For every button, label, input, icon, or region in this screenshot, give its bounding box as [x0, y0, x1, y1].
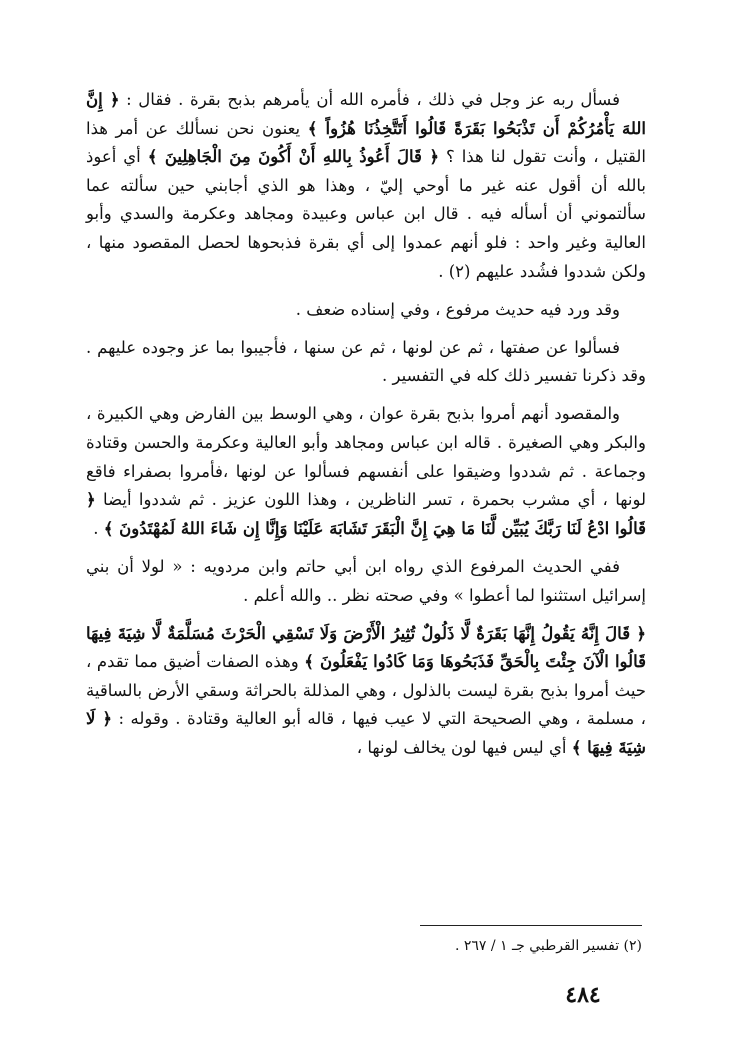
paragraph — [86, 620, 646, 763]
paragraph — [86, 400, 646, 543]
prose-text: ففي الحديث المرفوع الذي رواه ابن أبي حاتم وابن مردويه : « لولا أن بني إسرائيل استثنوا لما أعطوا » وفي صحته نظر .. والله أعلم . — [86, 556, 646, 605]
footnote-divider — [420, 925, 642, 926]
quran-verse: ﴿ إِنَّ اللهَ يَأْمُرُكُمْ أَن تَذْبَحُوا بَقَرَةً قَالُوا أَتَتَّخِذُنَا هُزُواً ﴾ — [86, 90, 646, 138]
quran-verse: ﴿ قَالُوا ادْعُ لَنَا رَبَّكَ يُبَيِّن لَّنَا مَا هِيَ إِنَّ الْبَقَرَ تَشَابَهَ عَلَيْنَا وَإِنَّا إِن شَاءَ اللهُ لَمُهْتَدُونَ ﴾ — [86, 490, 646, 538]
prose-text: وهذه الصفات أضيق مما تقدم ، حيث أمروا بذبح بقرة ليست بالذلول ، وهي المذللة بالحراثة وسقي الأرض بالساقية ، مسلمة ، وهي الصحيحة التي لا عيب فيها ، قاله أبو العالية وقتادة . وقوله : — [86, 652, 646, 729]
paragraph — [86, 296, 646, 325]
prose-text: أي ليس فيها لون يخالف لونها ، — [356, 737, 572, 757]
prose-text: يعنون نحن نسألك عن أمر هذا القتيل ، وأنت تقول لنا هذا ؟ — [86, 118, 646, 167]
footnote: (٢) تفسير القرطبي جـ ١ / ٢٦٧ . — [454, 938, 642, 954]
prose-text: وقد ورد فيه حديث مرفوع ، وفي إسناده ضعف . — [295, 299, 620, 319]
prose-text: فسأل ربه عز وجل في ذلك ، فأمره الله أن يأمرهم بذبح بقرة . فقال : — [119, 90, 620, 109]
prose-text: أي أعوذ بالله أن أقول عنه غير ما أوحي إليّ ، وهذا هو الذي أجابني حين سألته عما سألتموني أن أسأله فيه . قال ابن عباس وعبيدة ومجاهد وعكرمة والسدي وأبو العالية وغير واحد : فلو أنهم عمدوا إلى أي بقرة فذبحوها لحصل المقصود منها ، ولكن شددوا فشُدد عليهم (٢) . — [86, 147, 646, 281]
prose-text: والمقصود أنهم أمروا بذبح بقرة عوان ، وهي الوسط بين الفارض وهي الكبيرة ، والبكر وهي الصغيرة . قاله ابن عباس ومجاهد وأبو العالية وعكرمة والحسن وقتادة وجماعة . ثم شددوا وضيقوا على أنفسهم فسألوا عن لونها ،فأمروا بصفراء فاقع لونها ، أي مشرب بحمرة ، تسر الناظرين ، وهذا اللون عزيز . ثم شددوا أيضا — [86, 404, 646, 510]
quran-verse: ﴿ قَالَ أَعُوذُ بِاللهِ أَنْ أَكُونَ مِنَ الْجَاهِلِينَ ﴾ — [147, 147, 440, 167]
paragraph — [86, 86, 646, 286]
quran-verse: ﴿ قَالَ إِنَّهُ يَقُولُ إِنَّهَا بَقَرَةٌ لَّا ذَلُولٌ تُثِيرُ الْأَرْضَ وَلَا تَسْقِي الْحَرْثَ مُسَلَّمَةٌ لَّا شِيَةَ فِيهَا قَالُوا الْآنَ جِئْتَ بِالْحَقِّ فَذَبَحُوهَا وَمَا كَادُوا يَفْعَلُونَ ﴾ — [86, 623, 646, 672]
quran-verse: ﴿ لَا شِيَةَ فِيهَا ﴾ — [86, 709, 646, 757]
paragraph — [86, 334, 646, 391]
page-number: ٤٨٤ — [565, 982, 601, 1008]
main-text — [86, 86, 646, 772]
prose-text: . — [93, 518, 104, 538]
prose-text: فسألوا عن صفتها ، ثم عن لونها ، ثم عن سنها ، فأجيبوا بما عز وجوده عليهم . وقد ذكرنا تفسير ذلك كله في التفسير . — [86, 337, 646, 386]
paragraph — [86, 553, 646, 610]
